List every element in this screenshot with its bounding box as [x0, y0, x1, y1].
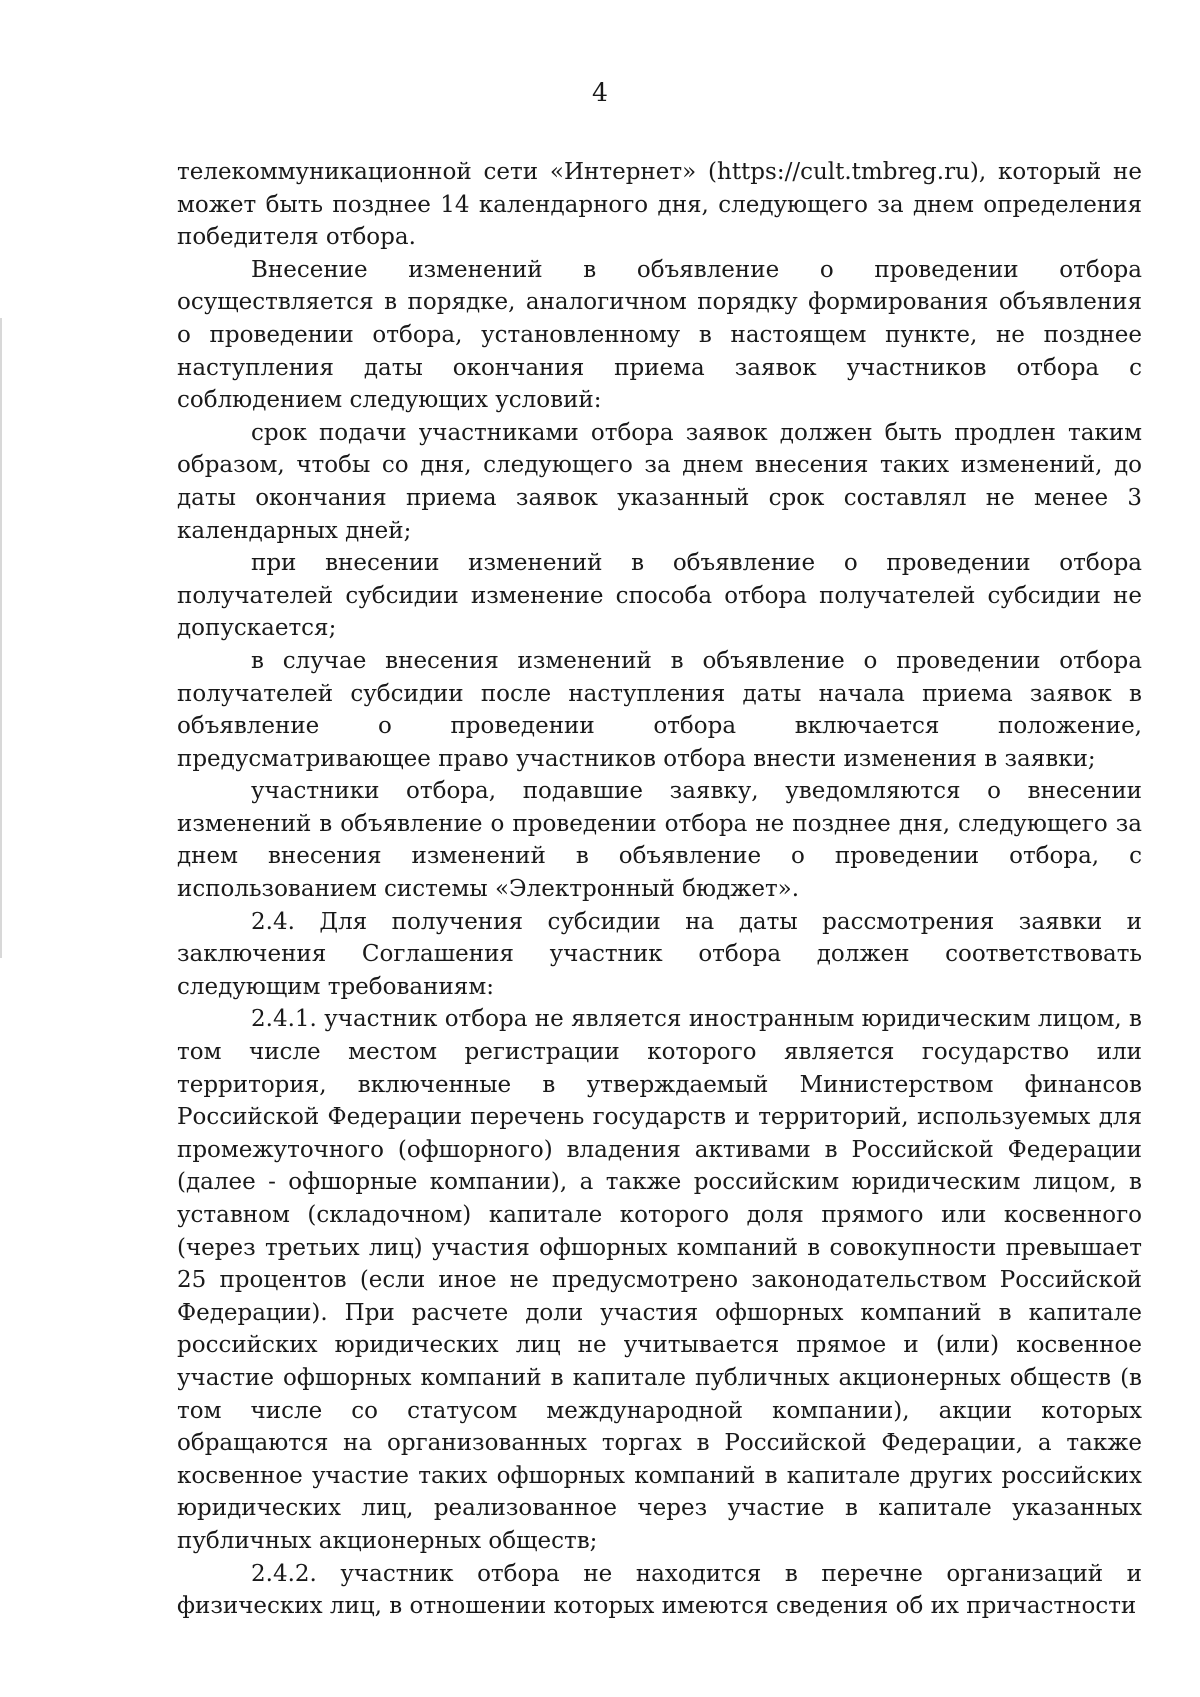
paragraph-section-2-4: 2.4. Для получения субсидии на даты рассмотрения заявки и заключения Соглашения участник отбора должен соответствовать следующим требованиям: [177, 908, 1142, 1000]
paragraph-application-changes: в случае внесения изменений в объявление о проведении отбора получателей субсидии после наступления даты начала приема заявок в объявление о проведении отбора включается положение, предусматривающее право участников отбора внести изменения в заявки; [177, 647, 1142, 772]
page-number: 4 [592, 78, 608, 107]
paragraph-deadline-extension: срок подачи участниками отбора заявок должен быть продлен таким образом, чтобы со дня, следующего за днем внесения таких изменений, до даты окончания приема заявок указанный срок составлял не менее 3 календарных дней; [177, 419, 1142, 544]
paragraph-amendments-procedure: Внесение изменений в объявление о проведении отбора осуществляется в порядке, аналогичном порядку формирования объявления о проведении отбора, установленному в настоящем пункте, не позднее наступления даты окончания приема заявок участников отбора с соблюдением следующих условий: [177, 256, 1142, 414]
paragraph-selection-method: при внесении изменений в объявление о проведении отбора получателей субсидии изменение способа отбора получателей субсидии не допускается; [177, 550, 1142, 642]
paragraph-participant-notification: участники отбора, подавшие заявку, уведомляются о внесении изменений в объявление о проведении отбора не позднее дня, следующего за днем внесения изменений в объявление о проведении отбора, с использованием системы «Электронный бюджет». [177, 778, 1142, 903]
paragraph-continuation: телекоммуникационной сети «Интернет» (https://cult.tmbreg.ru), который не может быть позднее 14 календарного дня, следующего за днем определения победителя отбора. [177, 159, 1142, 251]
paragraph-section-2-4-2: 2.4.2. участник отбора не находится в перечне организаций и физических лиц, в отношении которых имеются сведения об их причастности [177, 1560, 1142, 1620]
paragraph-section-2-4-1: 2.4.1. участник отбора не является иностранным юридическим лицом, в том числе местом регистрации которого является государство или территория, включенные в утверждаемый Министерством финансов Российской Федерации перечень государств и территорий, используемых для промежуточного (офшорного) владения активами в Российской Федерации (далее - офшорные компании), а также российским юридическим лицом, в уставном (складочном) капитале которого доля прямого или косвенного (через третьих лиц) участия офшорных компаний в совокупности превышает 25 процентов (если иное не предусмотрено законодательством Российской Федерации). При расчете доли участия офшорных компаний в капитале российских юридических лиц не учитывается прямое и (или) косвенное участие офшорных компаний в капитале публичных акционерных обществ (в том числе со статусом международной компании), акции которых обращаются на организованных торгах в Российской Федерации, а также косвенное участие таких офшорных компаний в капитале других российских юридических лиц, реализованное через участие в капитале указанных публичных акционерных обществ; [177, 1006, 1142, 1554]
document-body [177, 156, 1142, 1623]
scan-edge-mark [0, 318, 2, 958]
